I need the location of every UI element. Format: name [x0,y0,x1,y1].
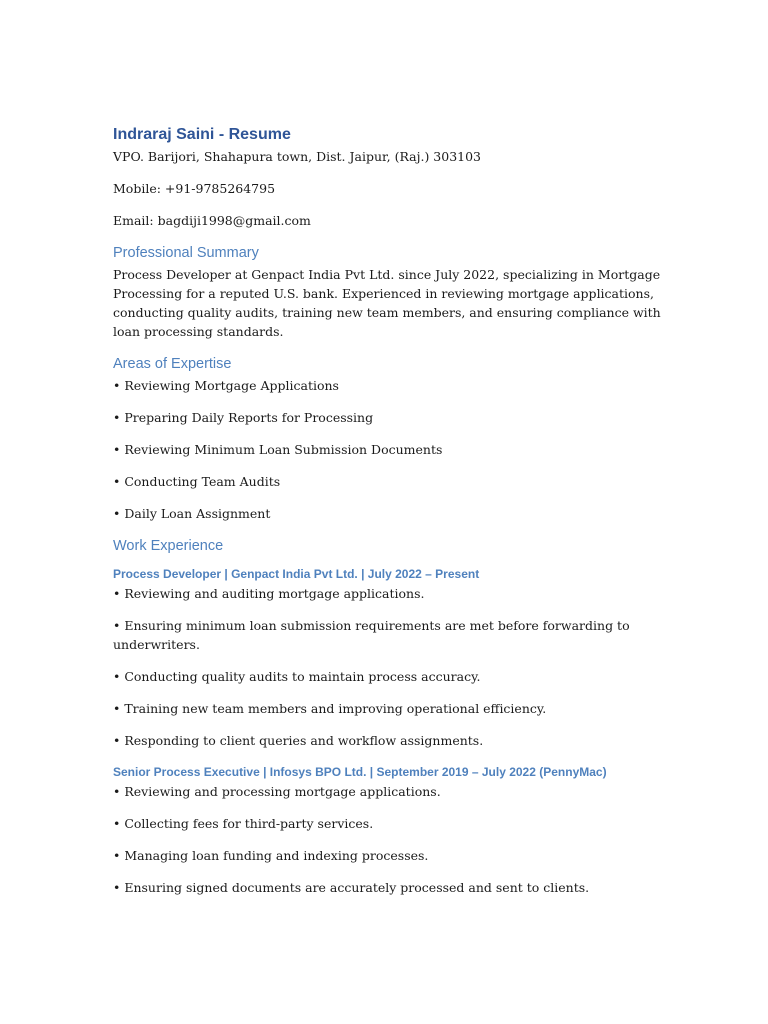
expertise-item: • Conducting Team Audits [113,474,281,489]
job-title: Senior Process Executive | Infosys BPO Ltd. | September 2019 – July 2022 (PennyMac) [113,765,607,779]
job-duty-item: • Reviewing and auditing mortgage applications. [113,586,425,601]
summary-heading: Professional Summary [113,245,259,261]
job-duty-item: • Conducting quality audits to maintain process accuracy. [113,669,481,684]
expertise-heading: Areas of Expertise [113,356,232,372]
job-duty-item: • Reviewing and processing mortgage applications. [113,784,441,799]
job-duty-item: • Managing loan funding and indexing processes. [113,848,429,863]
job-duty-item: • Ensuring minimum loan submission requirements are met before forwarding to underwriters. [113,618,630,652]
experience-heading: Work Experience [113,538,224,554]
contact-info [113,147,673,230]
page-title: Indraraj Saini - Resume [113,126,291,143]
resume-document [113,124,673,910]
job-duty-item: • Training new team members and improving operational efficiency. [113,701,547,716]
job-duty-item: • Responding to client queries and workflow assignments. [113,733,484,748]
job-duty-item: • Ensuring signed documents are accurately processed and sent to clients. [113,880,590,895]
summary-text: Process Developer at Genpact India Pvt Ltd. since July 2022, specializing in Mortgage Processing for a reputed U.S. bank. Experienced in reviewing mortgage applications, conducting quality audits, training new team members, and ensuring compliance with loan processing standards. [113,267,661,339]
summary-section [113,243,673,341]
expertise-item: • Daily Loan Assignment [113,506,271,521]
job-duty-item: • Collecting fees for third-party services. [113,816,374,831]
job-entry-genpact [113,565,673,750]
email-line: Email: bagdiji1998@gmail.com [113,213,311,228]
job-title: Process Developer | Genpact India Pvt Ltd. | July 2022 – Present [113,567,480,581]
expertise-item: • Reviewing Minimum Loan Submission Documents [113,442,443,457]
expertise-item: • Reviewing Mortgage Applications [113,378,339,393]
mobile-line: Mobile: +91-9785264795 [113,181,276,196]
expertise-item: • Preparing Daily Reports for Processing [113,410,374,425]
expertise-section [113,354,673,523]
job-entry-infosys [113,763,673,897]
address-line: VPO. Barijori, Shahapura town, Dist. Jaipur, (Raj.) 303103 [113,149,482,164]
experience-section [113,536,673,897]
